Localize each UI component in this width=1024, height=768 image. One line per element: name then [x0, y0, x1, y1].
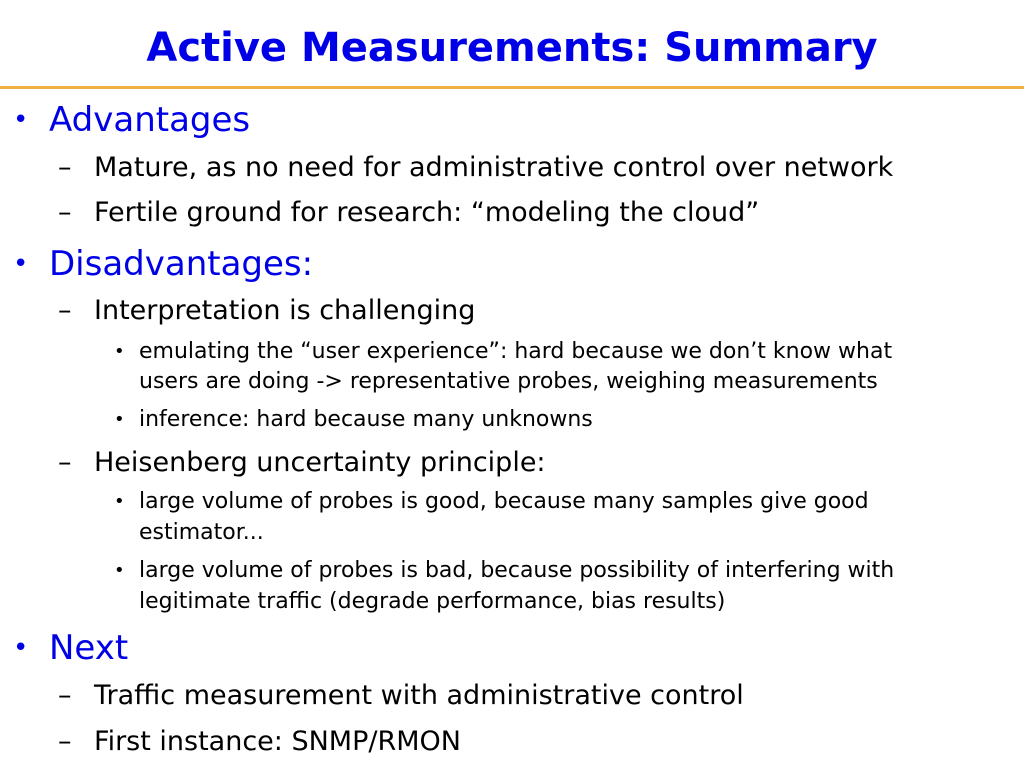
sub-list-item-text: users are doing -> representative probes, weighing measurements: [139, 369, 878, 394]
list-item-text: First instance: SNMP/RMON: [94, 726, 461, 757]
sub-list-item-text: inference: hard because many unknowns: [139, 407, 593, 432]
sub-list-item-text: estimator...: [139, 520, 264, 545]
title-divider: [0, 86, 1024, 89]
section-heading-label: Advantages: [49, 100, 251, 140]
bullet-marker: •: [114, 491, 125, 512]
section-heading-label: Next: [49, 628, 129, 668]
sub-list-item-text: emulating the “user experience”: hard because we don’t know what: [139, 339, 893, 364]
list-item-text: Traffic measurement with administrative control: [94, 680, 744, 711]
sub-list-item-text: large volume of probes is bad, because possibility of interfering with: [139, 558, 895, 583]
bullet-marker: •: [13, 633, 29, 663]
list-item-text: Heisenberg uncertainty principle:: [94, 447, 546, 478]
dash-marker: –: [58, 680, 72, 711]
sub-list-item-text: large volume of probes is good, because many samples give good: [139, 489, 869, 514]
sub-list-item-text: legitimate traffic (degrade performance, bias results): [139, 589, 726, 614]
bullet-marker: •: [13, 249, 29, 279]
dash-marker: –: [58, 295, 72, 326]
list-item-text: Interpretation is challenging: [94, 295, 476, 326]
list-item-text: Mature, as no need for administrative control over network: [94, 152, 894, 183]
dash-marker: –: [58, 726, 72, 757]
dash-marker: –: [58, 447, 72, 478]
list-item-text: Fertile ground for research: “modeling the cloud”: [94, 197, 760, 228]
bullet-marker: •: [114, 341, 125, 362]
dash-marker: –: [58, 152, 72, 183]
bullet-marker: •: [114, 560, 125, 581]
slide-title: Active Measurements: Summary: [146, 25, 878, 71]
dash-marker: –: [58, 197, 72, 228]
section-heading-label: Disadvantages:: [49, 244, 314, 284]
bullet-marker: •: [13, 105, 29, 135]
bullet-marker: •: [114, 409, 125, 430]
